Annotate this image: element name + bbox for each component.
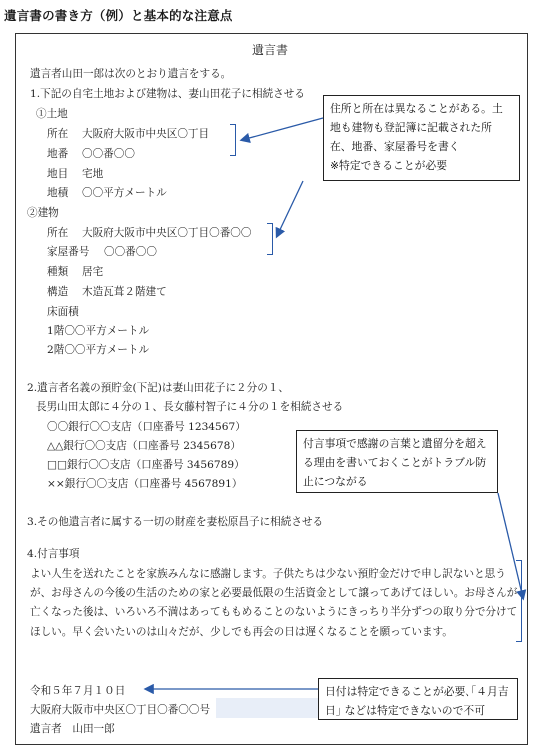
land-category-value: 宅地 bbox=[82, 168, 104, 180]
item-2-line-1: 2.遺言者名義の預貯金(下記)は妻山田花子に２分の１、 bbox=[27, 382, 290, 394]
arrow-to-note bbox=[498, 493, 523, 598]
arrow-to-land bbox=[242, 118, 323, 140]
will-date: 令和５年７月１０日 bbox=[30, 685, 126, 697]
page-header: 遺言書の書き方（例）と基本的な注意点 bbox=[4, 8, 233, 23]
document-title: 遺言書 bbox=[251, 43, 288, 57]
bank-account-3: □□銀行〇〇支店（口座番号 3456789） bbox=[47, 459, 245, 471]
note-callout: 付言事項で感謝の言葉と遺留分を超える理由を書いておくことがトラブル防止につながる bbox=[296, 430, 498, 493]
building-type-value: 居宅 bbox=[82, 266, 104, 278]
building-heading: ②建物 bbox=[27, 207, 59, 219]
building-location-label: 所在 bbox=[47, 227, 69, 239]
land-location-value: 大阪府大阪市中央区〇丁目 bbox=[82, 128, 210, 140]
bank-account-1: 〇〇銀行〇〇支店（口座番号 1234567） bbox=[47, 421, 246, 433]
land-location-label: 所在 bbox=[47, 128, 69, 140]
building-number-value: 〇〇番〇〇 bbox=[104, 246, 157, 258]
item-3: 3.その他遺言者に属する一切の財産を妻松原昌子に相続させる bbox=[27, 516, 324, 528]
item-4-heading: 4.付言事項 bbox=[27, 548, 80, 560]
land-number-label: 地番 bbox=[47, 148, 69, 160]
building-number-label: 家屋番号 bbox=[47, 246, 90, 258]
bank-account-4: ××銀行〇〇支店（口座番号 4567891） bbox=[47, 478, 243, 490]
intro-line: 遺言者山田一郎は次のとおり遺言をする。 bbox=[30, 68, 232, 80]
floor-area-heading: 床面積 bbox=[47, 306, 79, 318]
building-structure-label: 構造 bbox=[47, 286, 69, 298]
arrow-to-building bbox=[277, 181, 303, 236]
floor-2-area: 2階〇〇平方メートル bbox=[47, 344, 150, 356]
land-area-value: 〇〇平方メートル bbox=[82, 187, 167, 199]
land-category-label: 地目 bbox=[47, 168, 69, 180]
testator-signature: 遺言者 山田一郎 bbox=[30, 723, 115, 735]
land-number-value: 〇〇番〇〇 bbox=[82, 148, 135, 160]
property-callout: 住所と所在は異なることがある。土地も建物も登記簿に記載された所在、地番、家屋番号を書く ※特定できることが必要 bbox=[323, 95, 520, 181]
bank-account-2: △△銀行〇〇支店（口座番号 2345678） bbox=[47, 440, 241, 452]
date-callout: 日付は特定できることが必要､｢４月吉日｣ などは特定できないので不可 bbox=[318, 678, 518, 720]
land-area-label: 地積 bbox=[47, 187, 69, 199]
testator-address: 大阪府大阪市中央区〇丁目〇番〇〇号 bbox=[30, 704, 211, 716]
building-type-label: 種類 bbox=[47, 266, 69, 278]
building-location-value: 大阪府大阪市中央区〇丁目〇番〇〇 bbox=[82, 227, 252, 239]
supplementary-note: よい人生を送れたことを家族みんなに感謝します。子供たちは少ない預貯金だけで申し訳ないと思うが、お母さんの今後の生活のための家と必要最低限の生活資金として譲ってあげてほしい。お母さんが亡くなった後は、いろいろ不満はあってももめることのないようにきっちり半分ずつの取り分で分けてほしい。早く会いたいのは山々だが、少しでも再会の日は遅くなることを願っています。 bbox=[30, 568, 518, 638]
item-2-line-2: 長男山田太郎に４分の１、長女藤村智子に４分の１を相続させる bbox=[36, 401, 344, 413]
land-heading: ①土地 bbox=[36, 108, 68, 120]
item-1: 1.下記の自宅土地および建物は、妻山田花子に相続させる bbox=[30, 88, 305, 100]
floor-1-area: 1階〇〇平方メートル bbox=[47, 325, 150, 337]
building-structure-value: 木造瓦葺２階建て bbox=[82, 286, 167, 298]
